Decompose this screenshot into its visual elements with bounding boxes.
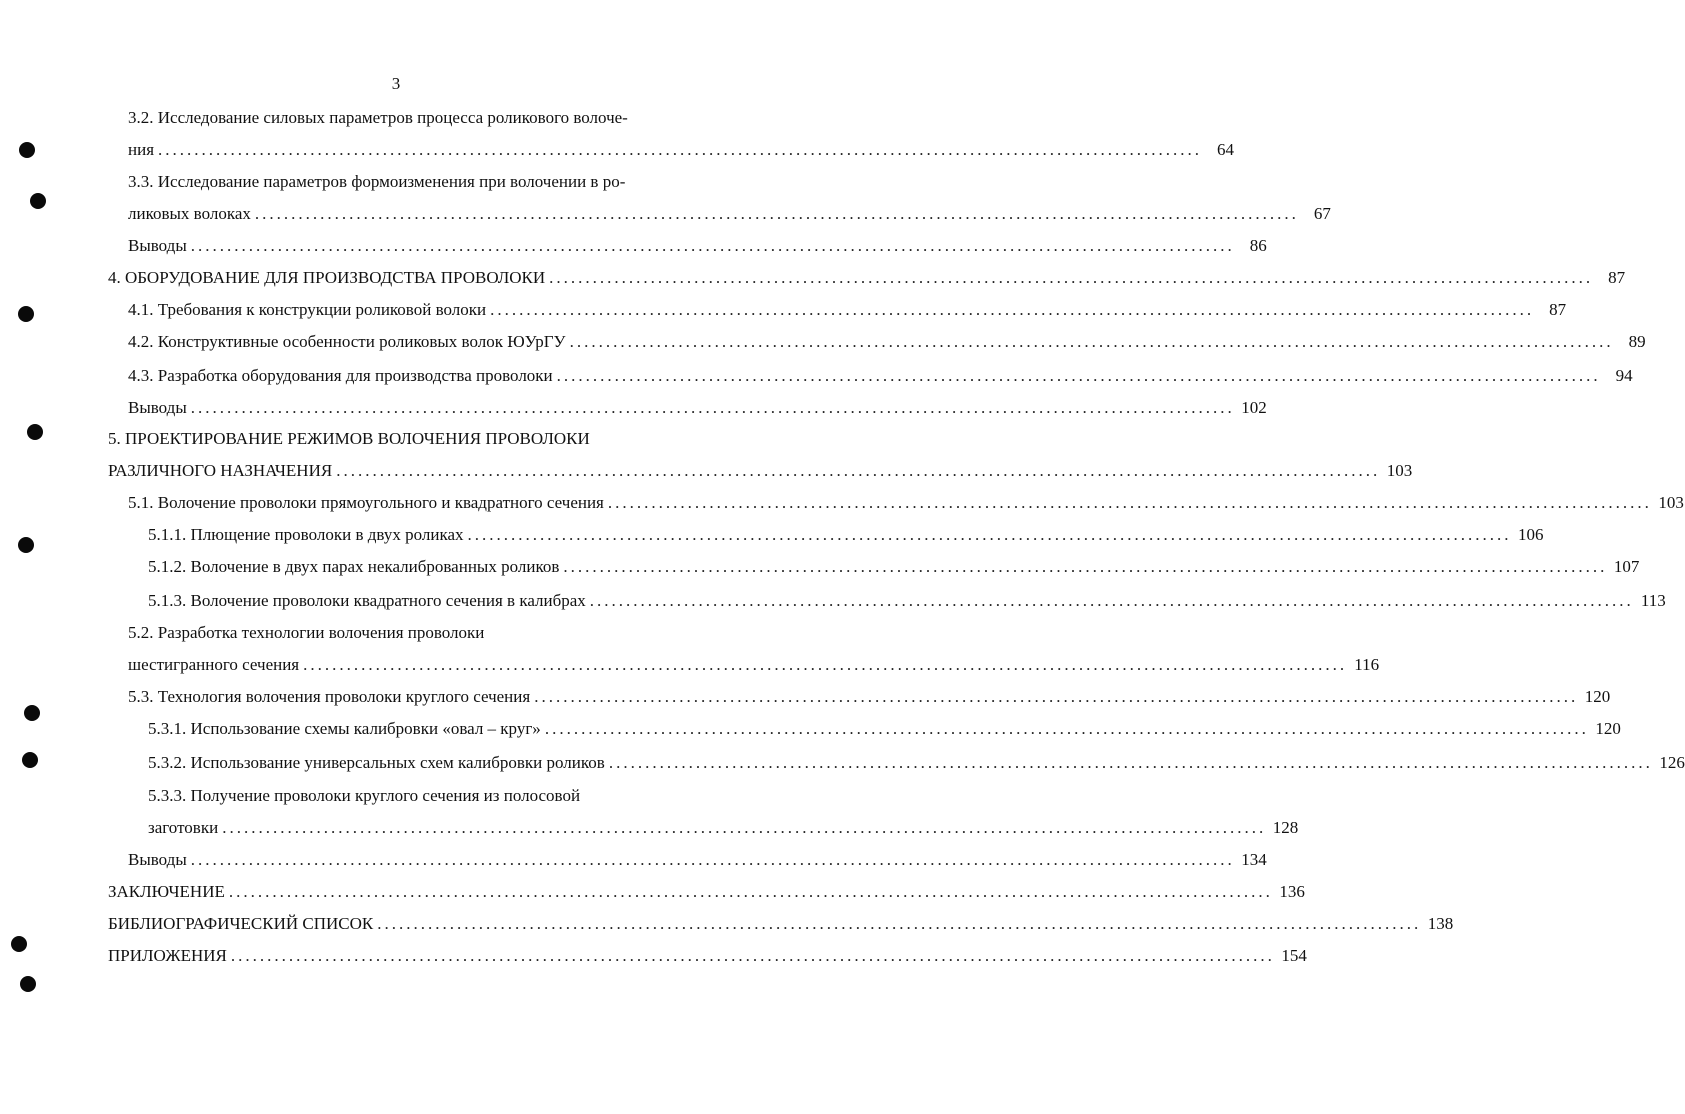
toc-entry-3-2 <box>128 139 1235 161</box>
toc-page-number: 116 <box>1354 655 1380 674</box>
dot-leader: ................................................................................................................................................ <box>569 332 1614 351</box>
toc-entry-bibliography <box>108 913 1454 935</box>
dot-leader: ................................................................................................................................................ <box>190 398 1235 417</box>
dot-leader: ................................................................................................................................................ <box>190 236 1235 255</box>
toc-entry-3-2-line1: 3.2. Исследование силовых параметров процесса роликового волоче- <box>128 108 628 127</box>
dot-leader: ................................................................................................................................................ <box>608 753 1653 772</box>
toc-entry-4-1 <box>128 299 1567 321</box>
dot-leader: ................................................................................................................................................ <box>230 946 1275 965</box>
dot-leader: ................................................................................................................................................ <box>336 461 1381 480</box>
toc-page-number: 103 <box>1658 493 1684 512</box>
toc-entry-text: 5.1.1. Плющение проволоки в двух роликах <box>148 525 464 544</box>
toc-page-number: 138 <box>1427 914 1454 933</box>
toc-entry-5-1-2 <box>148 556 1640 578</box>
toc-entry-conclusions-5 <box>128 849 1267 871</box>
dot-leader: ................................................................................................................................................ <box>534 687 1579 706</box>
dot-leader: ................................................................................................................................................ <box>607 493 1652 512</box>
toc-entry-text: 5.1. Волочение проволоки прямоугольного и квадратного сечения <box>128 493 604 512</box>
toc-entry-5-1-3 <box>148 590 1666 612</box>
dot-leader: ................................................................................................................................................ <box>544 719 1589 738</box>
toc-page-number: 87 <box>1549 300 1567 319</box>
toc-entry-5-3-1 <box>148 718 1621 740</box>
punch-hole <box>22 752 38 768</box>
toc-entry-chapter-5-line1: 5. ПРОЕКТИРОВАНИЕ РЕЖИМОВ ВОЛОЧЕНИЯ ПРОВОЛОКИ <box>108 429 590 448</box>
punch-hole <box>11 936 27 952</box>
punch-hole <box>30 193 46 209</box>
dot-leader: ................................................................................................................................................ <box>490 300 1535 319</box>
toc-entry-5-1 <box>128 492 1684 514</box>
dot-leader: ................................................................................................................................................ <box>158 140 1203 159</box>
toc-page-number: 106 <box>1518 525 1544 544</box>
punch-hole <box>27 424 43 440</box>
dot-leader: ................................................................................................................................................ <box>228 882 1273 901</box>
toc-entry-text: БИБЛИОГРАФИЧЕСКИЙ СПИСОК <box>108 914 374 933</box>
toc-entry-text: 4.3. Разработка оборудования для производства проволоки <box>128 366 553 385</box>
dot-leader: ................................................................................................................................................ <box>563 557 1608 576</box>
toc-entry-text: 5.1.3. Волочение проволоки квадратного сечения в калибрах <box>148 591 586 610</box>
toc-page-number: 134 <box>1241 850 1267 869</box>
toc-entry-text: ликовых волоках <box>128 204 251 223</box>
toc-entry-text: шестигранного сечения <box>128 655 300 674</box>
toc-page-number: 67 <box>1313 204 1331 223</box>
toc-page-number: 120 <box>1584 687 1611 706</box>
toc-entry-text: заготовки <box>148 818 219 837</box>
toc-entry-5-3-3-line1: 5.3.3. Получение проволоки круглого сечения из полосовой <box>148 786 581 805</box>
toc-entry-text: ния <box>128 140 155 159</box>
toc-entry-text: 4. ОБОРУДОВАНИЕ ДЛЯ ПРОИЗВОДСТВА ПРОВОЛОКИ <box>108 268 546 287</box>
toc-page-number: 94 <box>1615 366 1633 385</box>
toc-entry-5-1-1 <box>148 524 1544 546</box>
dot-leader: ................................................................................................................................................ <box>556 366 1601 385</box>
toc-entry-text: 5.3.1. Использование схемы калибровки «овал – круг» <box>148 719 541 738</box>
toc-page-number: 120 <box>1595 719 1621 738</box>
toc-page-number: 107 <box>1613 557 1640 576</box>
toc-entry-conclusions-4 <box>128 397 1267 419</box>
toc-entry-4-3 <box>128 365 1633 387</box>
toc-page-number: 86 <box>1249 236 1267 255</box>
toc-page-number: 128 <box>1272 818 1299 837</box>
toc-entry-conclusion <box>108 881 1305 903</box>
toc-page-number: 87 <box>1608 268 1626 287</box>
dot-leader: ................................................................................................................................................ <box>549 268 1594 287</box>
dot-leader: ................................................................................................................................................ <box>589 591 1634 610</box>
toc-entry-4-2 <box>128 331 1646 353</box>
punch-hole <box>18 537 34 553</box>
toc-entry-5-3-3 <box>148 817 1299 839</box>
toc-entry-text: ПРИЛОЖЕНИЯ <box>108 946 227 965</box>
punch-hole <box>20 976 36 992</box>
dot-leader: ................................................................................................................................................ <box>377 914 1422 933</box>
toc-entry-text: 4.1. Требования к конструкции роликовой волоки <box>128 300 487 319</box>
dot-leader: ................................................................................................................................................ <box>222 818 1267 837</box>
toc-entry-text: Выводы <box>128 850 187 869</box>
page-number: 3 <box>391 74 401 93</box>
punch-hole <box>18 306 34 322</box>
toc-entry-text: 5.3. Технология волочения проволоки круглого сечения <box>128 687 531 706</box>
punch-hole <box>19 142 35 158</box>
toc-entry-text: Выводы <box>128 398 187 417</box>
toc-entry-text: РАЗЛИЧНОГО НАЗНАЧЕНИЯ <box>108 461 333 480</box>
toc-entry-5-3-2 <box>148 752 1685 774</box>
toc-entry-text: 5.1.2. Волочение в двух парах некалиброванных роликов <box>148 557 560 576</box>
toc-entry-chapter-4 <box>108 267 1626 289</box>
toc-page-number: 126 <box>1659 753 1685 772</box>
punch-hole <box>24 705 40 721</box>
toc-entry-3-3 <box>128 203 1331 225</box>
toc-page-number: 136 <box>1279 882 1305 901</box>
toc-page-number: 102 <box>1241 398 1267 417</box>
toc-entry-text: 4.2. Конструктивные особенности роликовых волок ЮУрГУ <box>128 332 566 351</box>
dot-leader: ................................................................................................................................................ <box>303 655 1348 674</box>
toc-entry-text: 5.3.2. Использование универсальных схем калибровки роликов <box>148 753 605 772</box>
toc-entry-3-3-line1: 3.3. Исследование параметров формоизменения при волочении в ро- <box>128 172 626 191</box>
dot-leader: ................................................................................................................................................ <box>467 525 1512 544</box>
toc-entry-5-3 <box>128 686 1611 708</box>
toc-page-number: 103 <box>1386 461 1413 480</box>
toc-entry-5-2-line1: 5.2. Разработка технологии волочения проволоки <box>128 623 485 642</box>
toc-page-number: 154 <box>1281 946 1307 965</box>
toc-page-number: 89 <box>1628 332 1646 351</box>
toc-entry-text: ЗАКЛЮЧЕНИЕ <box>108 882 225 901</box>
toc-page-number: 64 <box>1217 140 1235 159</box>
dot-leader: ................................................................................................................................................ <box>190 850 1235 869</box>
toc-entry-chapter-5 <box>108 460 1413 482</box>
toc-entry-5-2 <box>128 654 1380 676</box>
toc-entry-conclusions-3 <box>128 235 1267 257</box>
dot-leader: ................................................................................................................................................ <box>254 204 1299 223</box>
toc-entry-appendices <box>108 945 1307 967</box>
toc-page-number: 113 <box>1640 591 1666 610</box>
toc-entry-text: Выводы <box>128 236 187 255</box>
